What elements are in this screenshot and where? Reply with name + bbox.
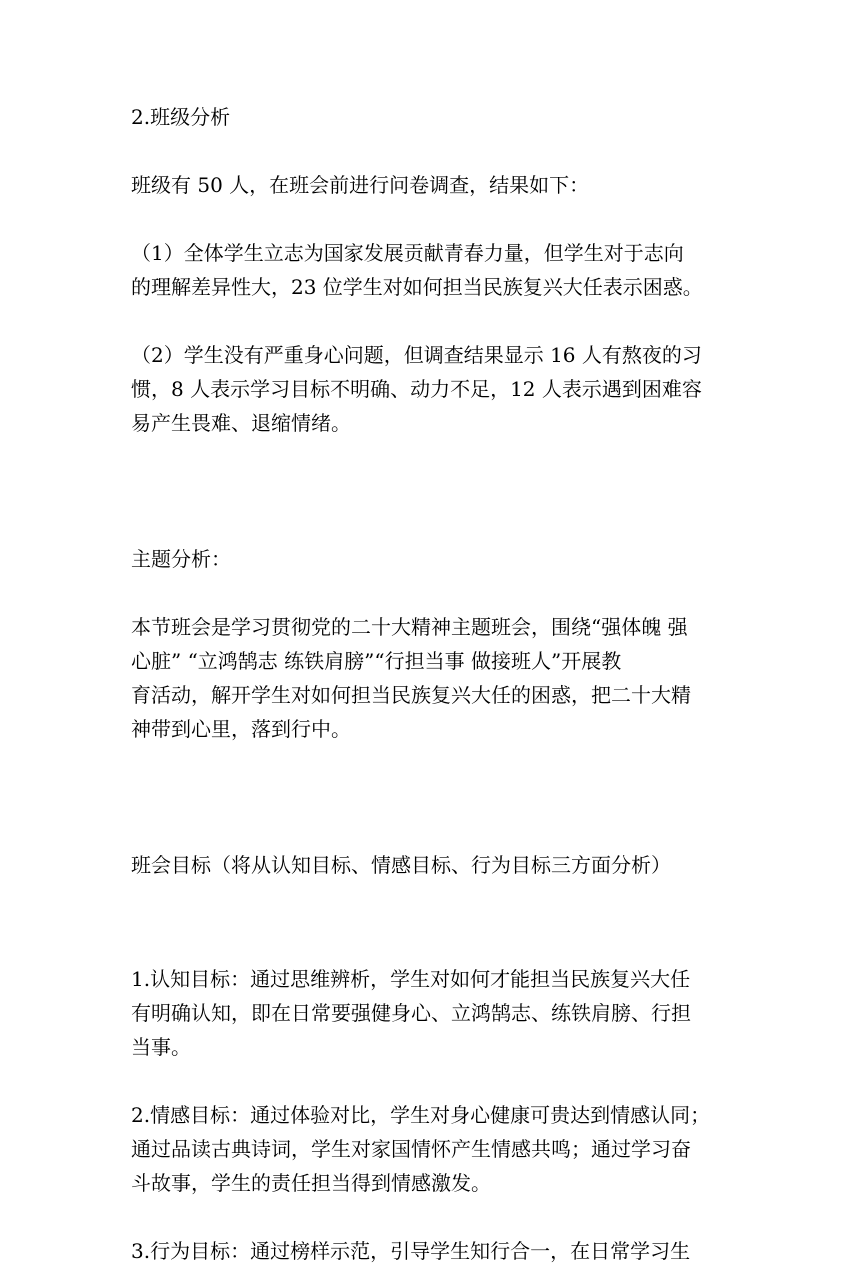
class-analysis-heading: 2.班级分析 bbox=[131, 105, 231, 129]
theme-line: 神带到心里，落到行中。 bbox=[131, 717, 351, 741]
meeting-goals-heading: 班会目标（将从认知目标、情感目标、行为目标三方面分析） bbox=[131, 853, 671, 877]
goal-behavioral bbox=[131, 1234, 731, 1268]
goal-cognitive-line: 1.认知目标：通过思维辨析，学生对如何才能担当民族复兴大任 bbox=[131, 967, 691, 991]
survey-item-2-line: 易产生畏难、退缩情绪。 bbox=[131, 411, 351, 435]
document-page bbox=[131, 100, 731, 1268]
goal-emotional bbox=[131, 1098, 731, 1200]
theme-analysis-heading: 主题分析： bbox=[131, 547, 231, 571]
goal-emotional-line: 2.情感目标：通过体验对比，学生对身心健康可贵达到情感认同； bbox=[131, 1103, 711, 1127]
class-intro: 班级有 50 人，在班会前进行问卷调查，结果如下： bbox=[131, 173, 590, 197]
survey-item-2-line: 惯，8 人表示学习目标不明确、动力不足，12 人表示遇到困难容 bbox=[131, 377, 702, 401]
goal-cognitive-line: 当事。 bbox=[131, 1035, 191, 1059]
goal-emotional-line: 通过品读古典诗词，学生对家国情怀产生情感共鸣；通过学习奋 bbox=[131, 1137, 691, 1161]
theme-line: 本节班会是学习贯彻党的二十大精神主题班会，围绕“强体魄 强 bbox=[131, 615, 688, 639]
survey-item-1-line: （1）全体学生立志为国家发展贡献青春力量，但学生对于志向 bbox=[131, 241, 684, 265]
theme-line: 心脏” “立鸿鹄志 练铁肩膀”“行担当事 做接班人”开展教 bbox=[131, 649, 622, 673]
theme-paragraph bbox=[131, 610, 731, 746]
goal-cognitive-line: 有明确认知，即在日常要强健身心、立鸿鹄志、练铁肩膀、行担 bbox=[131, 1001, 691, 1025]
theme-line: 育活动，解开学生对如何担当民族复兴大任的困惑，把二十大精 bbox=[131, 683, 691, 707]
survey-item-1 bbox=[131, 236, 731, 304]
survey-item-1-line: 的理解差异性大，23 位学生对如何担当民族复兴大任表示困惑。 bbox=[131, 275, 703, 299]
survey-item-2 bbox=[131, 338, 731, 440]
goal-cognitive bbox=[131, 962, 731, 1064]
goal-emotional-line: 斗故事，学生的责任担当得到情感激发。 bbox=[131, 1171, 491, 1195]
survey-item-2-line: （2）学生没有严重身心问题，但调查结果显示 16 人有熬夜的习 bbox=[131, 343, 702, 367]
goal-behavioral-line: 3.行为目标：通过榜样示范，引导学生知行合一，在日常学习生 bbox=[131, 1239, 691, 1263]
